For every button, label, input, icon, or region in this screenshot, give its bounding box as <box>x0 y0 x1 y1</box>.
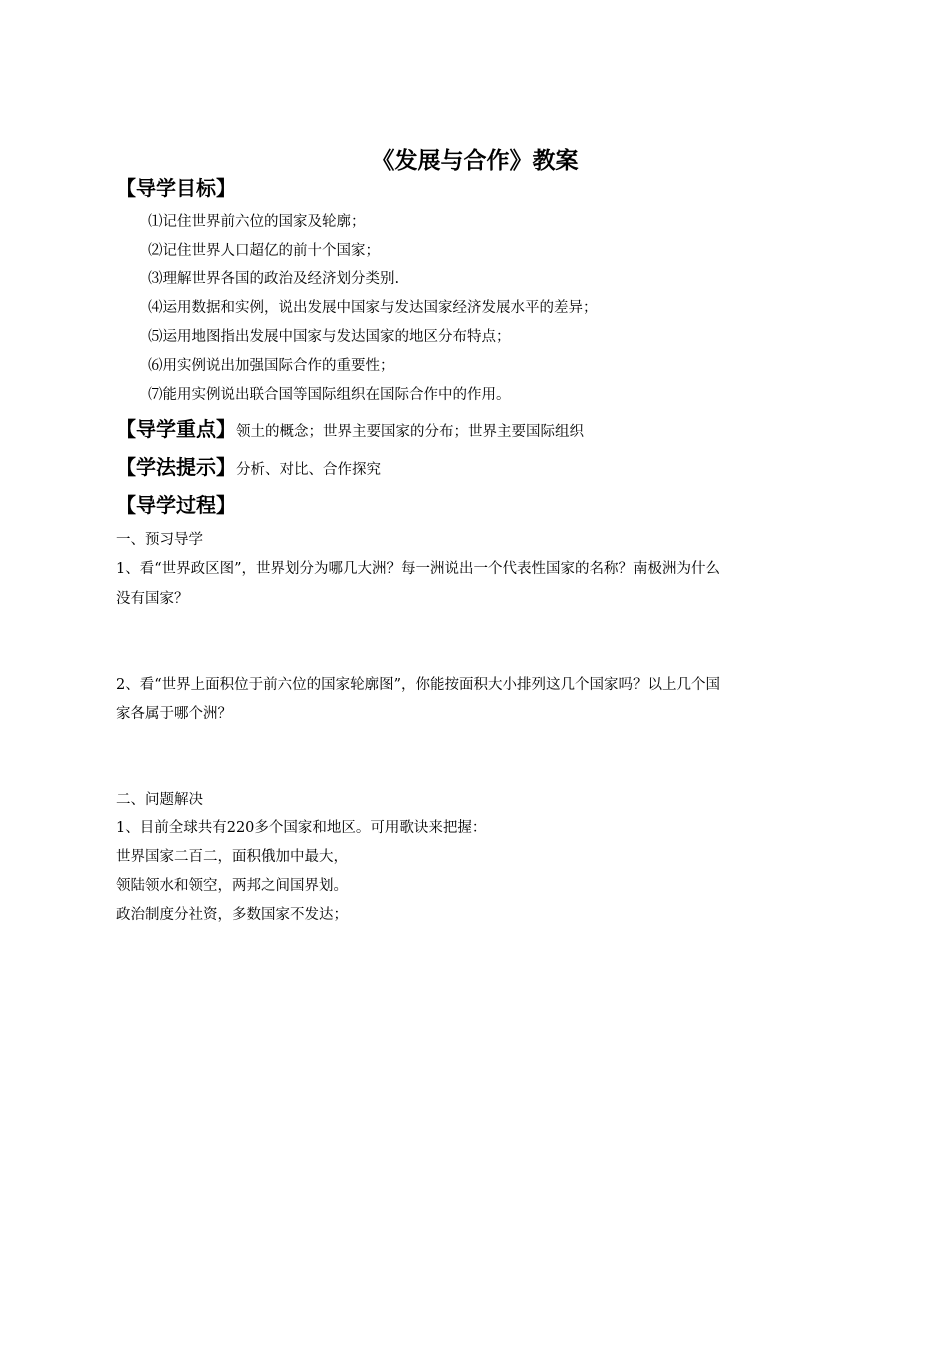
question2-line1: 2、看“世界上面积位于前六位的国家轮廓图”，你能按面积大小排列这几个国家吗？以上几个国 <box>116 677 721 693</box>
section1-title: 一、预习导学 <box>116 532 203 548</box>
method-section <box>116 453 381 484</box>
goal-item-6: ⑹用实例说出加强国际合作的重要性； <box>148 358 395 374</box>
question2-line2: 家各属于哪个洲？ <box>116 706 232 722</box>
goals-heading: 【导学目标】 <box>116 176 236 200</box>
section2-title: 二、问题解决 <box>116 792 203 808</box>
focus-text: 领土的概念；世界主要国家的分布；世界主要国际组织 <box>236 424 584 440</box>
goal-item-7: ⑺能用实例说出联合国等国际组织在国际合作中的作用。 <box>148 387 511 403</box>
focus-section <box>116 415 584 446</box>
question1-line2: 没有国家？ <box>116 591 189 607</box>
method-heading: 【学法提示】 <box>116 455 236 479</box>
goal-item-5: ⑸运用地图指出发展中国家与发达国家的地区分布特点； <box>148 329 511 345</box>
verse-line-1: 世界国家二百二，面积俄加中最大， <box>116 849 348 865</box>
method-text: 分析、对比、合作探究 <box>236 462 381 478</box>
verse-line-2: 领陆领水和领空，两邦之间国界划。 <box>116 878 348 894</box>
goal-item-2: ⑵记住世界人口超亿的前十个国家； <box>148 243 380 259</box>
process-heading: 【导学过程】 <box>116 493 236 517</box>
document-title: 《发展与合作》教案 <box>371 148 579 174</box>
goal-item-3: ⑶理解世界各国的政治及经济划分类别. <box>148 271 400 287</box>
goal-item-4: ⑷运用数据和实例，说出发展中国家与发达国家经济发展水平的差异； <box>148 300 598 316</box>
verse-line-3: 政治制度分社资，多数国家不发达； <box>116 907 348 923</box>
section2-item1: 1、目前全球共有220多个国家和地区。可用歌诀来把握： <box>116 820 487 836</box>
question1-line1: 1、看“世界政区图”，世界划分为哪几大洲？每一洲说出一个代表性国家的名称？南极洲为什么 <box>116 561 721 577</box>
goal-item-1: ⑴记住世界前六位的国家及轮廓； <box>148 214 366 230</box>
focus-heading: 【导学重点】 <box>116 417 236 441</box>
